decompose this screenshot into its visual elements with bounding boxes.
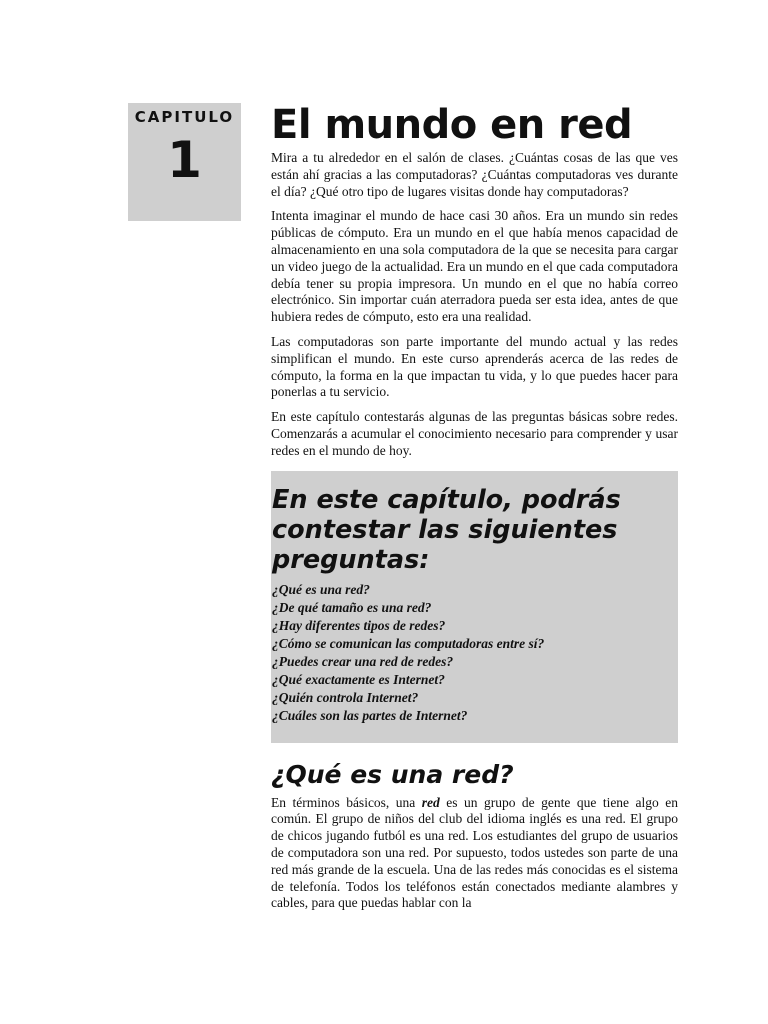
section-heading: ¿Qué es una red? [271, 759, 514, 789]
list-item: ¿Hay diferentes tipos de redes? [272, 617, 446, 633]
list-item: ¿Qué es una red? [272, 581, 370, 597]
paragraph-3: Las computadoras son parte importante del mundo actual y las redes simplifican el mundo. En este curso aprenderás acerca de las redes de cómputo, la forma en la que impactan tu vida, y lo que puedes hacer para ponerlas a tu servicio. [271, 333, 678, 400]
chapter-questions-box [271, 471, 678, 743]
page-title: El mundo en red [271, 102, 633, 148]
callout-heading: En este capítulo, podrás contestar las siguientes preguntas: [272, 484, 621, 575]
chapter-box [128, 103, 241, 221]
list-item: ¿Cómo se comunican las computadoras entre sí? [272, 635, 545, 651]
list-item: ¿Qué exactamente es Internet? [272, 671, 445, 687]
term-red: red [421, 794, 440, 810]
chapter-label: CAPITULO [134, 108, 235, 126]
list-item: ¿Cuáles son las partes de Internet? [272, 707, 468, 723]
list-item: ¿Puedes crear una red de redes? [272, 653, 454, 669]
question-list [271, 581, 678, 725]
paragraph-2: Intenta imaginar el mundo de hace casi 30 años. Era un mundo sin redes públicas de cómputo. Era un mundo en el que había menos capacidad de almacenamiento en una sola computadora de la que se necesita para cargar un video juego de la actualidad. Era un mundo en el que cada computadora debía tener su propia impresora. Un mundo en el que no había correo electrónico. Sin importar cuán aterradora pueda ser esta idea, antes de que hubiera redes de cómputo, esto era una realidad. [271, 208, 678, 325]
paragraph-1: Mira a tu alrededor en el salón de clases. ¿Cuántas cosas de las que ves están ahí gracias a las computadoras? ¿Cuántas computadoras ves durante el día? ¿Qué otro tipo de lugares visitas donde hay computadoras? [271, 150, 678, 199]
intro-text-start: En términos básicos, una [271, 794, 422, 810]
list-item: ¿De qué tamaño es una red? [272, 599, 432, 615]
intro-text-rest: es un grupo de gente que tiene algo en común. El grupo de niños del club del idioma inglés es una red. El grupo de chicos jugando futból es una red. Los estudiantes del grupo de usuarios de computadora son una red. Por supuesto, todos ustedes son parte de una red más grande de la escuela. Una de las redes más conocidas es el sistema de telefonía. Todos los teléfonos están conectados mediante alambres y cables, para que puedas hablar con la [271, 794, 678, 911]
paragraph-4: En este capítulo contestarás algunas de las preguntas básicas sobre redes. Comenzarás a acumular el conocimiento necesario para comprender y usar redes en el mundo de hoy. [271, 409, 678, 458]
section-paragraph [271, 795, 678, 913]
page-content [271, 100, 678, 920]
chapter-number: 1 [167, 131, 202, 189]
list-item: ¿Quién controla Internet? [272, 689, 419, 705]
